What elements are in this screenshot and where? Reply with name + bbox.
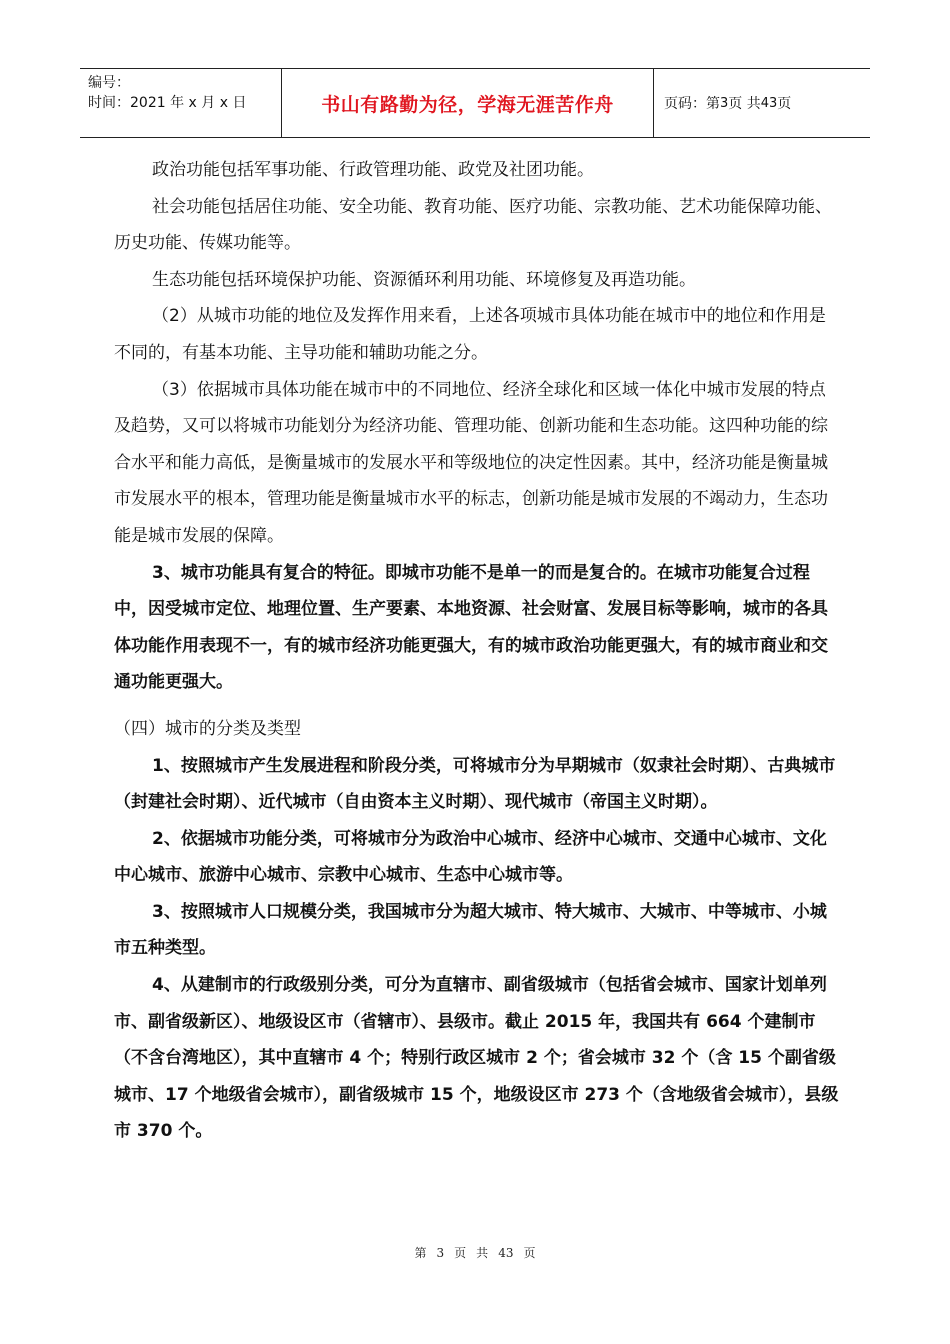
footer-word: 共 <box>476 1246 489 1260</box>
header-meta <box>80 69 282 137</box>
paragraph: 3、按照城市人口规模分类，我国城市分为超大城市、特大城市、大城市、中等城市、小城市五种类型。 <box>114 901 827 959</box>
paragraph: 3、城市功能具有复合的特征。即城市功能不是单一的而是复合的。在城市功能复合过程中，因受城市定位、地理位置、生产要素、本地资源、社会财富、发展目标等影响，城市的各具体功能作用表现不一，有的城市经济功能更强大，有的城市政治功能更强大，有的城市商业和交通功能更强大。 <box>114 562 828 693</box>
header-page-total: 43 <box>760 95 778 111</box>
paragraph: （2）从城市功能的地位及发挥作用来看，上述各项城市具体功能在城市中的地位和作用是不同的，有基本功能、主导功能和辅助功能之分。 <box>114 306 826 363</box>
footer-page-num: 3 <box>436 1246 445 1260</box>
footer-page-total: 43 <box>498 1246 514 1260</box>
header-page-label: 页码：第 <box>664 96 720 112</box>
section-heading: （四）城市的分类及类型 <box>114 718 301 739</box>
page-header <box>80 68 870 138</box>
document-body <box>114 152 842 1150</box>
paragraph: 生态功能包括环境保护功能、资源循环利用功能、环境修复及再造功能。 <box>152 269 696 290</box>
header-page-mid: 页 共 <box>728 96 761 112</box>
header-page-end: 页 <box>777 96 792 112</box>
paragraph: 社会功能包括居住功能、安全功能、教育功能、医疗功能、宗教功能、艺术功能保障功能、历史功能、传媒功能等。 <box>114 196 832 254</box>
header-motto: 书山有路勤为径，学海无涯苦作舟 <box>321 93 614 116</box>
page-footer <box>0 1244 950 1261</box>
header-page-info <box>654 69 870 137</box>
header-id-label: 编号： <box>88 75 130 91</box>
paragraph: 4、从建制市的行政级别分类，可分为直辖市、副省级城市（包括省会城市、国家计划单列市、副省级新区）、地级设区市（省辖市）、县级市。截止 2015 年，我国共有 664 个建制市（不含台湾地区），其中直辖市 4 个；特别行政区城市 2 个；省会城市 32 个（含 15 个副省级城市、17 个地级省会城市），副省级城市 15 个，地级设区市 273 个（含地级省会城市），县级市 370 个。 <box>114 975 839 1142</box>
paragraph: 政治功能包括军事功能、行政管理功能、政党及社团功能。 <box>152 160 594 180</box>
paragraph: 1、按照城市产生发展进程和阶段分类，可将城市分为早期城市（奴隶社会时期）、古典城市（封建社会时期）、近代城市（自由资本主义时期）、现代城市（帝国主义时期）。 <box>114 755 836 813</box>
footer-word: 第 <box>414 1246 427 1260</box>
header-time-label: 时间：2021 年 x 月 x 日 <box>88 95 247 111</box>
paragraph: 2、依据城市功能分类，可将城市分为政治中心城市、经济中心城市、交通中心城市、文化中心城市、旅游中心城市、宗教中心城市、生态中心城市等。 <box>114 828 827 886</box>
header-page-num: 3 <box>720 95 729 111</box>
header-motto-cell <box>282 69 654 137</box>
footer-word: 页 <box>523 1246 536 1260</box>
paragraph: （3）依据城市具体功能在城市中的不同地位、经济全球化和区域一体化中城市发展的特点及趋势，又可以将城市功能划分为经济功能、管理功能、创新功能和生态功能。这四种功能的综合水平和能力高低，是衡量城市的发展水平和等级地位的决定性因素。其中，经济功能是衡量城市发展水平的根本，管理功能是衡量城市水平的标志，创新功能是城市发展的不竭动力，生态功能是城市发展的保障。 <box>114 379 828 546</box>
footer-word: 页 <box>454 1246 467 1260</box>
